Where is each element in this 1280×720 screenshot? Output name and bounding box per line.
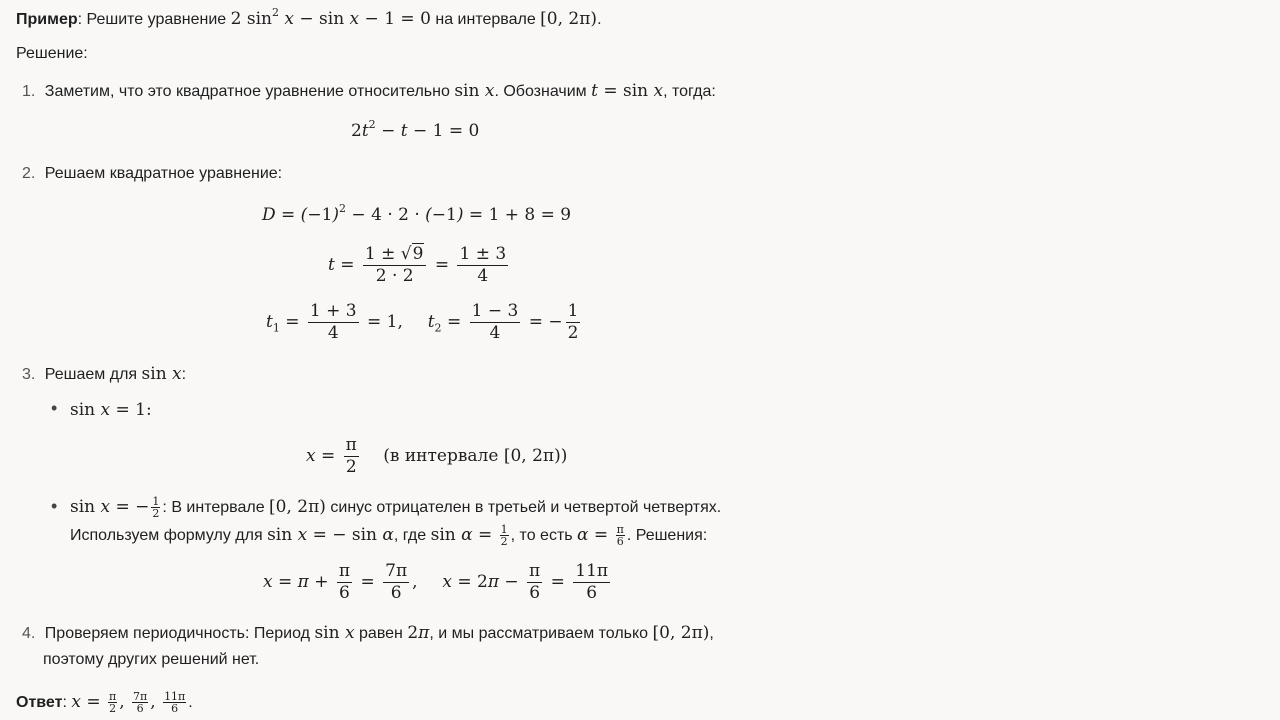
- example-text-mid: на интервале: [430, 11, 541, 28]
- step-1-number: 1.: [22, 83, 36, 100]
- step-4-text-d: ,: [709, 625, 714, 642]
- step-2-discriminant: $D = (-1)^2 - 4 \cdot 2 \cdot (-1) = 1 + 8 = 9$: [262, 202, 572, 225]
- case-2-line2-math-a: sin x = − sin α: [267, 525, 394, 545]
- example-interval: [0, 2π): [540, 9, 598, 29]
- case-2-line2-b: , где: [393, 527, 431, 544]
- case-1-display-note: (в интервале [0, 2π)): [383, 446, 568, 466]
- case-2-line-1: [70, 496, 721, 519]
- solution-heading: Решение:: [16, 45, 88, 62]
- step-1-display-equation: $2t^2 - t - 1 = 0$: [351, 118, 480, 141]
- step-2-roots: $t_1$ = $\frac{1 + 3}{4}$ = 1, $t_2$ = $\frac{1 - 3}{4}$ = − $\frac{1}{2}$: [266, 301, 579, 343]
- case-2-text-b: синус отрицателен в третьей и четвертой четвертях.: [325, 499, 722, 516]
- case-1-display: x = $\frac{\pi}{2}$ (в интервале [0, 2π)): [306, 435, 568, 477]
- step-4-math-c: [0, 2π): [652, 623, 710, 643]
- example-equation: 2 $\sin^2 x - \sin x - 1 = 0$: [230, 6, 431, 29]
- step-4-text-a: Проверяем периодичность: Период: [44, 625, 315, 642]
- step-1-text-b: . Обозначим: [494, 83, 592, 100]
- step-4-math-a: sin x: [314, 623, 355, 643]
- case-2-line2-d: . Решения:: [626, 527, 708, 544]
- answer-end: .: [188, 694, 193, 711]
- step-1-math-b: t = sin x: [591, 81, 664, 101]
- case-2-text-a: : В интервале: [162, 499, 270, 516]
- step-4-number: 4.: [22, 625, 36, 642]
- step-4-math-b: 2π: [407, 623, 430, 643]
- step-4-text-c: , и мы рассматриваем только: [429, 625, 653, 642]
- case-1-bullet: •: [51, 398, 58, 418]
- step-4-line-2: поэтому других решений нет.: [43, 651, 260, 668]
- case-2-line2-math-b: sin α = $\frac{1}{2}$: [430, 523, 508, 548]
- step-1-text-c: , тогда:: [663, 83, 716, 100]
- step-3-colon: :: [181, 366, 187, 383]
- answer-label: Ответ: [16, 694, 63, 711]
- step-1-math-a: sin x: [454, 81, 495, 101]
- case-2-interval: [0, 2π): [269, 497, 326, 517]
- step-2-number: 2.: [22, 165, 36, 182]
- example-label: Пример: [16, 11, 78, 28]
- step-1-text-a: Заметим, что это квадратное уравнение относительно: [44, 83, 455, 100]
- example-text-before: : Решите уравнение: [77, 11, 231, 28]
- case-2-line-2: [70, 524, 707, 547]
- step-2-line: [22, 165, 282, 183]
- case-2-display: x = π + $\frac{\pi}{6}$ = $\frac{7\pi}{6}$ , x = 2π − $\frac{\pi}{6}$ = $\frac{11\pi}{6}$: [263, 561, 609, 603]
- case-2-line2-c: , то есть: [510, 527, 578, 544]
- step-3-text: Решаем для: [44, 366, 142, 383]
- step-1-line: [22, 81, 716, 101]
- case-2-line2-a: Используем формулу для: [70, 527, 268, 544]
- answer-math: x = $\frac{\pi}{2}$ , $\frac{7\pi}{6}$ , $\frac{11\pi}{6}$: [71, 690, 186, 715]
- step-4-line: [22, 623, 714, 643]
- step-4-text-b: равен: [354, 625, 408, 642]
- step-3-line: [22, 364, 186, 384]
- case-2-line2-math-c: α = $\frac{\pi}{6}$: [577, 523, 624, 548]
- step-2-text: Решаем квадратное уравнение:: [44, 165, 283, 182]
- step-2-roots-formula: t = $\frac{1 \pm √9}{2 \cdot 2}$ = $\frac{1 \pm 3}{4}$: [328, 244, 507, 286]
- case-2-bullet: •: [51, 496, 58, 516]
- example-text-after: .: [597, 11, 602, 28]
- example-line: [16, 6, 602, 29]
- answer-line: [16, 691, 193, 714]
- answer-colon: :: [62, 694, 72, 711]
- case-1-condition: sin x = 1:: [70, 400, 152, 420]
- case-2-condition: sin x = − $\frac{1}{2}$: [70, 495, 160, 520]
- step-3-number: 3.: [22, 366, 36, 383]
- step-3-math: sin x: [141, 364, 182, 384]
